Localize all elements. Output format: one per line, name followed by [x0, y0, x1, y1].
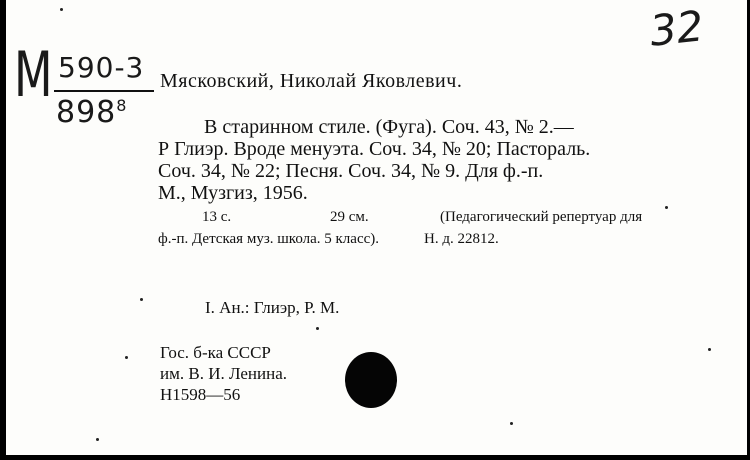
entry-line-2: Р Глиэр. Вроде менуэта. Соч. 34, № 20; Пастораль.	[158, 138, 591, 160]
physical-description-line-1	[158, 206, 698, 228]
shelf-mark-letter: M	[14, 38, 53, 111]
speck	[510, 422, 513, 425]
library-line-2: им. В. И. Ленина.	[160, 364, 288, 383]
speck	[140, 298, 143, 301]
speck	[708, 348, 711, 351]
entry-line-3: Соч. 34, № 22; Песня. Соч. 34, № 9. Для ф.-п.	[158, 160, 544, 182]
card-edge-left	[0, 0, 6, 460]
speck	[96, 438, 99, 441]
corner-number: 32	[647, 1, 706, 56]
shelf-mark-divider	[54, 90, 154, 92]
series-note: (Педагогический репертуар для	[440, 209, 643, 225]
entry-description	[158, 116, 698, 204]
library-line-3: Н1598—56	[160, 385, 241, 404]
shelf-mark	[14, 38, 164, 134]
shelf-mark-bottom	[56, 95, 128, 130]
ink-blot	[345, 352, 397, 408]
shelf-mark-top: 590-3	[58, 51, 145, 84]
card-edge-bottom	[0, 455, 750, 460]
speck	[125, 356, 128, 359]
entry-line-4: М., Музгиз, 1956.	[158, 182, 308, 204]
speck	[665, 206, 668, 209]
library-imprint	[160, 342, 287, 405]
dimensions: 29 см.	[330, 209, 369, 225]
speck	[60, 8, 63, 11]
shelf-mark-bottom-number: 898	[56, 95, 117, 130]
series-note-continued: ф.-п. Детская муз. школа. 5 класс).	[158, 231, 380, 247]
speck	[316, 327, 319, 330]
added-entry: I. Ан.: Глиэр, Р. М.	[205, 298, 340, 317]
catalog-number: Н. д. 22812.	[424, 231, 499, 247]
author-heading: Мясковский, Николай Яковлевич.	[160, 70, 463, 92]
physical-description-line-2	[158, 228, 698, 250]
shelf-mark-bottom-sup: 8	[116, 96, 128, 115]
physical-description	[158, 206, 698, 250]
page-count: 13 с.	[202, 209, 232, 225]
entry-line-1: В старинном стиле. (Фуга). Соч. 43, № 2.—	[204, 116, 574, 138]
library-line-1: Гос. б-ка СССР	[160, 343, 271, 362]
